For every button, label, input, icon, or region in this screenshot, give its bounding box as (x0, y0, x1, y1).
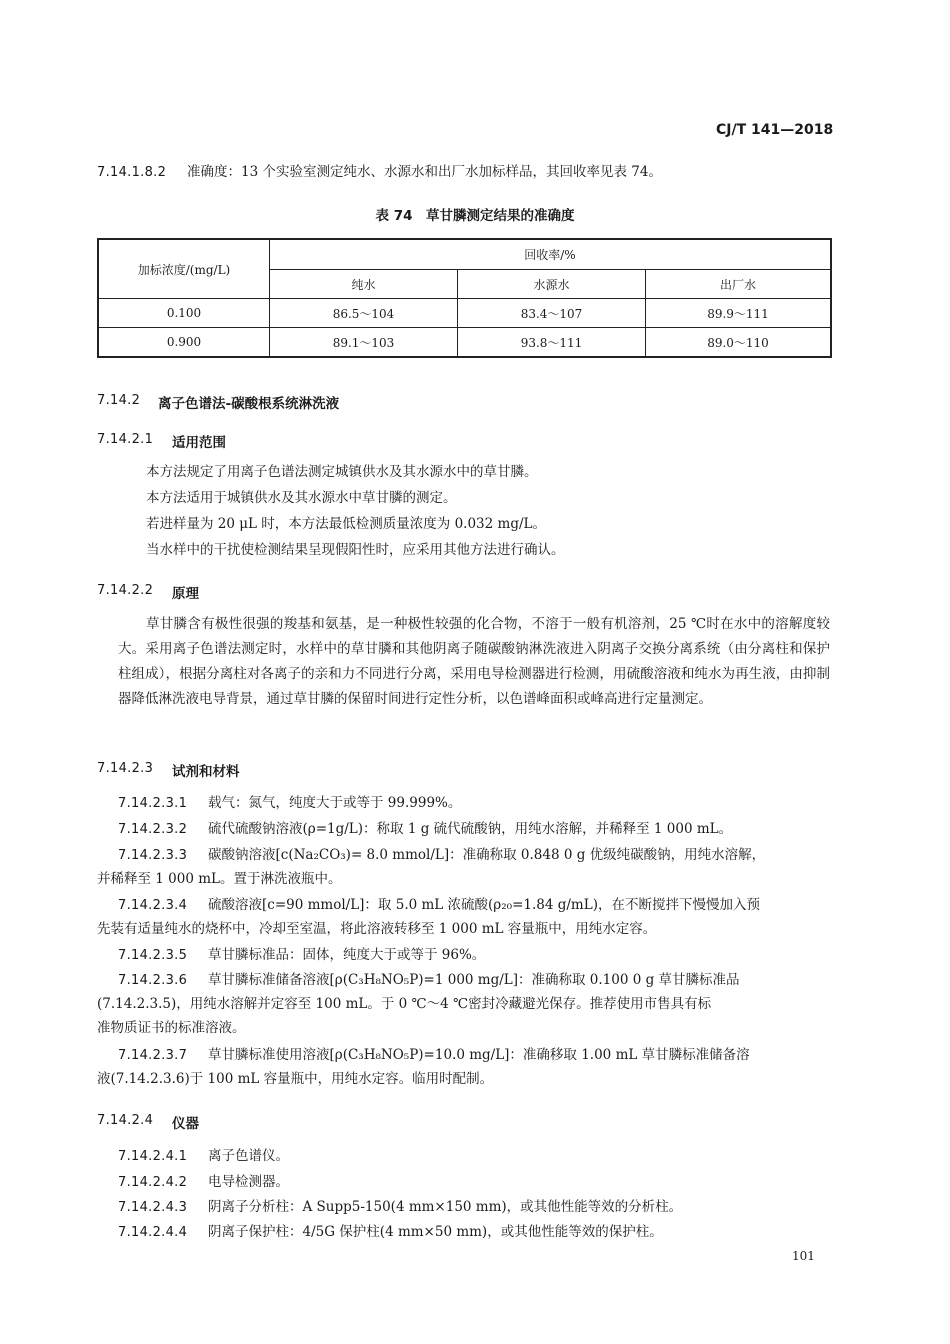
item-text-continued: 先装有适量纯水的烧杯中，冷却至室温，将此溶液转移至 1 000 mL 容量瓶中，用纯水定容。 (97, 921, 657, 937)
item-number: 7.14.2.4.4 (118, 1225, 188, 1240)
item-number: 7.14.2.3.2 (118, 822, 188, 837)
section-title: 原理 (172, 586, 199, 602)
item-text: 草甘膦标准储备溶液[ρ(C₃H₈NO₅P)=1 000 mg/L]：准确称取 0.100 0 g 草甘膦标准品 (208, 972, 740, 988)
clause-text: 准确度：13 个实验室测定纯水、水源水和出厂水加标样品，其回收率见表 74。 (187, 164, 662, 180)
item-text: 阴离子分析柱：A Supp5-150(4 mm×150 mm)，或其他性能等效的分析柱。 (208, 1199, 683, 1215)
principle-paragraph: 草甘膦含有极性很强的羧基和氨基，是一种极性较强的化合物，不溶于一般有机溶剂，25 ℃时在水中的溶解度较大。采用离子色谱法测定时，水样中的草甘膦和其他阴离子随碳酸钠淋洗液进入阴离子交换分离系统（由分离柱和保护柱组成），根据分离柱对各离子的亲和力不同进行分离，采用电导检测器进行检测，用硫酸溶液和纯水为再生液，由抑制器降低淋洗液电导背景，通过草甘膦的保留时间进行定性分析，以色谱峰面积或峰高进行定量测定。 (118, 616, 830, 707)
section-number: 7.14.2.4 (97, 1113, 154, 1128)
item-text: 阴离子保护柱：4/5G 保护柱(4 mm×50 mm)，或其他性能等效的保护柱。 (208, 1224, 663, 1240)
table-cell: 0.100 (98, 299, 270, 328)
item-number: 7.14.2.3.6 (118, 973, 188, 988)
row-header-cell: 加标浓度/(mg/L) (98, 239, 270, 299)
item-number: 7.14.2.3.4 (118, 898, 188, 913)
table-cell: 89.1～103 (270, 328, 458, 358)
table-cell: 83.4～107 (458, 299, 646, 328)
section-number: 7.14.2 (97, 393, 141, 408)
section-title: 试剂和材料 (172, 764, 240, 780)
item-number: 7.14.2.3.7 (118, 1048, 188, 1063)
table-cell: 93.8～111 (458, 328, 646, 358)
column-header: 水源水 (458, 270, 646, 299)
item-number: 7.14.2.3.1 (118, 796, 188, 811)
column-header: 出厂水 (646, 270, 832, 299)
paragraph-line: 若进样量为 20 μL 时，本方法最低检测质量浓度为 0.032 mg/L。 (146, 516, 546, 532)
item-text: 载气：氮气，纯度大于或等于 99.999%。 (208, 795, 462, 811)
item-text: 硫酸溶液[c=90 mmol/L]：取 5.0 mL 浓硫酸(ρ₂₀=1.84 g/mL)，在不断搅拌下慢慢加入预 (208, 897, 760, 913)
section-number: 7.14.2.1 (97, 432, 154, 447)
section-title: 离子色谱法-碳酸根系统淋洗液 (158, 396, 340, 412)
table-cell: 89.9～111 (646, 299, 832, 328)
table-row (98, 328, 831, 358)
section-title: 仪器 (172, 1116, 199, 1132)
paragraph-line: 当水样中的干扰使检测结果呈现假阳性时，应采用其他方法进行确认。 (146, 542, 565, 558)
column-header: 纯水 (270, 270, 458, 299)
table-caption: 表 74 草甘膦测定结果的准确度 (375, 208, 575, 224)
item-text-continued: 液(7.14.2.3.6)于 100 mL 容量瓶中，用纯水定容。临用时配制。 (97, 1071, 494, 1087)
item-text-continued: 准物质证书的标准溶液。 (97, 1020, 246, 1036)
paragraph-line: 本方法规定了用离子色谱法测定城镇供水及其水源水中的草甘膦。 (146, 464, 538, 480)
section-number: 7.14.2.2 (97, 583, 154, 598)
clause-number: 7.14.1.8.2 (97, 165, 167, 180)
section-title: 适用范围 (172, 435, 226, 451)
table-cell: 89.0～110 (646, 328, 832, 358)
item-text: 草甘膦标准品：固体，纯度大于或等于 96%。 (208, 947, 486, 963)
item-text: 碳酸钠溶液[c(Na₂CO₃)= 8.0 mmol/L]：准确称取 0.848 0 g 优级纯碳酸钠，用纯水溶解， (208, 847, 766, 863)
table-74 (97, 238, 832, 358)
item-number: 7.14.2.4.2 (118, 1175, 188, 1190)
item-text: 离子色谱仪。 (208, 1148, 289, 1164)
group-header-cell: 回收率/% (270, 239, 832, 270)
table-cell: 86.5～104 (270, 299, 458, 328)
table-row (98, 299, 831, 328)
page-number: 101 (792, 1249, 815, 1263)
item-number: 7.14.2.3.3 (118, 848, 188, 863)
item-number: 7.14.2.4.3 (118, 1200, 188, 1215)
table-cell: 0.900 (98, 328, 270, 358)
standard-code: CJ/T 141—2018 (716, 122, 834, 138)
item-text: 电导检测器。 (208, 1174, 289, 1190)
item-text-continued: 并稀释至 1 000 mL。置于淋洗液瓶中。 (97, 871, 342, 887)
item-number: 7.14.2.3.5 (118, 948, 188, 963)
item-text-continued: (7.14.2.3.5)，用纯水溶解并定容至 100 mL。于 0 ℃～4 ℃密封冷藏避光保存。推荐使用市售具有标 (97, 996, 712, 1012)
item-number: 7.14.2.4.1 (118, 1149, 188, 1164)
item-text: 草甘膦标准使用溶液[ρ(C₃H₈NO₅P)=10.0 mg/L]：准确移取 1.00 mL 草甘膦标准储备溶 (208, 1047, 750, 1063)
section-number: 7.14.2.3 (97, 761, 154, 776)
paragraph-line: 本方法适用于城镇供水及其水源水中草甘膦的测定。 (146, 490, 457, 506)
item-text: 硫代硫酸钠溶液(ρ=1g/L)：称取 1 g 硫代硫酸钠，用纯水溶解，并稀释至 1 000 mL。 (208, 821, 733, 837)
